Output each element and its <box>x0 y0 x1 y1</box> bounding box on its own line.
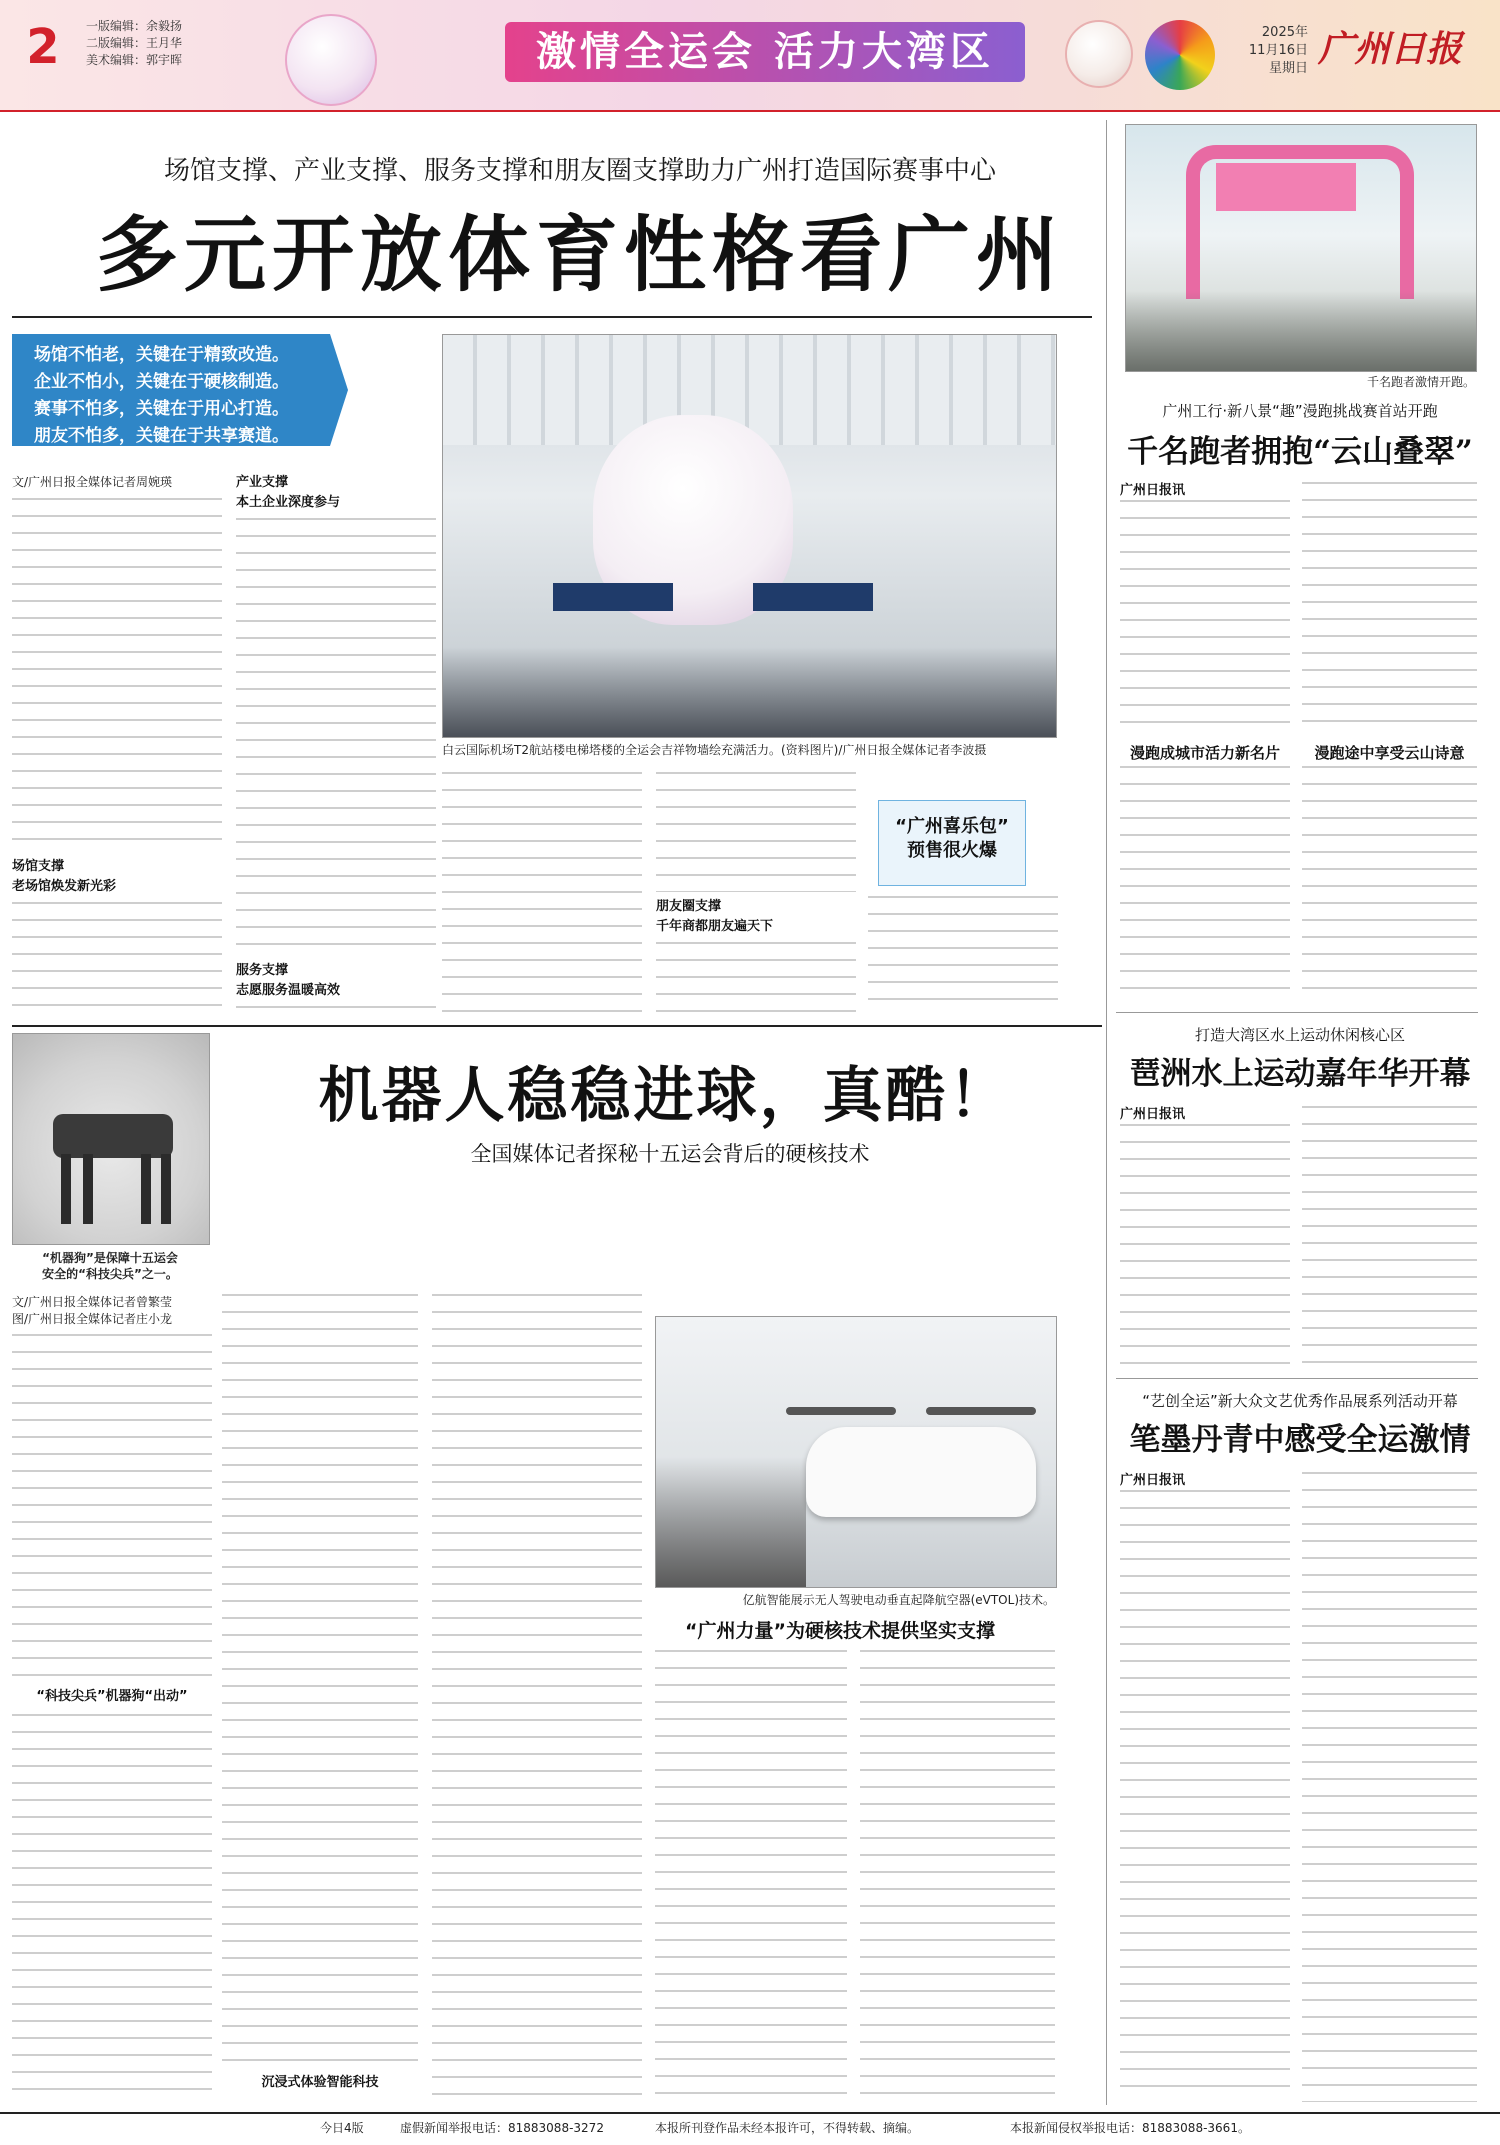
section-industry-sub: 本土企业深度参与 <box>236 495 341 510</box>
highlight-box <box>12 334 330 446</box>
article-column-text <box>236 1006 436 1015</box>
article-column-text <box>1302 482 1477 736</box>
mascot-illustration-small <box>1065 20 1133 88</box>
article-column-text <box>12 1334 212 1676</box>
robot-sub-immersive: 沉浸式体验智能科技 <box>261 2075 379 2090</box>
evtol-photo <box>655 1316 1057 1588</box>
footer-index: 今日4版 <box>320 2121 364 2135</box>
main-kicker: 场馆支撑、产业支撑、服务支撑和朋友圈支撑助力广州打造国际赛事中心 <box>163 156 996 186</box>
section-friends: 朋友圈支撑 <box>656 899 722 914</box>
run-sub-2: 漫跑途中享受云山诗意 <box>1314 744 1465 762</box>
art-kicker: “艺创全运”新大众文艺优秀作品展系列活动开幕 <box>1142 1392 1458 1410</box>
runners-photo-caption: 千名跑者激情开跑。 <box>1366 375 1475 389</box>
page-footer <box>0 2112 1500 2145</box>
article-column-text <box>1302 766 1477 1004</box>
xilebao-box-title-1: “广州喜乐包” <box>895 816 1009 837</box>
highlight-line-1: 场馆不怕老，关键在于精致改造。 <box>34 345 289 365</box>
section-venue-sub: 老场馆焕发新光彩 <box>12 879 117 894</box>
footer-tip-line: 虚假新闻举报电话：81883088-3272 <box>400 2121 604 2135</box>
footer-infringement: 本报新闻侵权举报电话：81883088-3661。 <box>1010 2121 1250 2135</box>
run-sub-1: 漫跑成城市活力新名片 <box>1129 744 1280 762</box>
article-column-text <box>1120 500 1290 736</box>
highlight-line-4: 朋友不怕多，关键在于共享赛道。 <box>34 426 289 446</box>
robot-byline-2: 图/广州日报全媒体记者庄小龙 <box>12 1312 173 1326</box>
article-column-text <box>1120 766 1290 1004</box>
section-service-sub: 志愿服务温暖高效 <box>236 983 341 998</box>
xilebao-box-title-2: 预售很火爆 <box>907 840 997 861</box>
article-column-text <box>1120 1124 1290 1368</box>
robot-photo-caption-2: 安全的“科技尖兵”之一。 <box>42 1267 178 1281</box>
editor-credit-3: 美术编辑：郭宇晖 <box>86 53 183 67</box>
article-column-text <box>868 896 1058 1015</box>
article-column-text <box>1302 1472 1477 2102</box>
section-rule <box>12 1025 1102 1027</box>
headline-rule <box>12 316 1092 318</box>
section-industry: 产业支撑 <box>236 475 289 490</box>
run-headline: 千名跑者拥抱“云山叠翠” <box>1127 434 1473 470</box>
article-column-text <box>656 942 856 1015</box>
games-emblem-icon <box>1145 20 1215 90</box>
highlight-line-2: 企业不怕小，关键在于硬核制造。 <box>34 372 289 392</box>
pazhou-dateline: 广州日报讯 <box>1120 1107 1186 1122</box>
evtol-photo-caption: 亿航智能展示无人驾驶电动垂直起降航空器(eVTOL)技术。 <box>742 1593 1055 1607</box>
airport-photo-caption: 白云国际机场T2航站楼电梯塔楼的全运会吉祥物墙绘充满活力。(资料图片)/广州日报全媒体记者李波摄 <box>442 743 987 757</box>
article-column-text <box>432 1294 642 2104</box>
article-column-text <box>860 1650 1055 2104</box>
art-dateline: 广州日报讯 <box>1120 1473 1186 1488</box>
editor-credit-2: 二版编辑：王月华 <box>86 36 183 50</box>
issue-date <box>1228 24 1308 78</box>
article-column-text <box>222 1294 418 2066</box>
xilebao-box <box>878 800 1026 886</box>
robot-kicker: 全国媒体记者探秘十五运会背后的硬核技术 <box>470 1142 870 1166</box>
runners-photo <box>1125 124 1477 372</box>
issue-date-weekday: 星期日 <box>1268 61 1308 76</box>
mascot-illustration <box>285 14 377 106</box>
highlight-line-3: 赛事不怕多，关键在于用心打造。 <box>34 399 289 419</box>
section-divider <box>1116 1012 1478 1013</box>
power-heading: “广州力量”为硬核技术提供坚实支撑 <box>685 1620 995 1642</box>
section-banner: 激情全运会 活力大湾区 <box>505 22 1025 82</box>
robot-sub-dog: “科技尖兵”机器狗“出动” <box>36 1689 188 1704</box>
robot-dog-photo <box>12 1033 210 1245</box>
highlight-box-arrow <box>330 334 348 446</box>
main-headline: 多元开放体育性格看广州 <box>95 207 1064 303</box>
article-column-text <box>655 1650 847 2104</box>
pazhou-headline: 琶洲水上运动嘉年华开幕 <box>1129 1056 1471 1092</box>
footer-copyright: 本报所刊登作品未经本报许可，不得转载、摘编。 <box>655 2121 920 2135</box>
article-column-text <box>1302 1106 1477 1368</box>
article-column-text <box>12 1714 212 2104</box>
main-byline: 文/广州日报全媒体记者周婉瑛 <box>12 475 173 489</box>
article-column-text <box>12 498 222 848</box>
article-column-text <box>12 902 222 1015</box>
newspaper-masthead: 广州日报 <box>1318 28 1463 70</box>
robot-byline-1: 文/广州日报全媒体记者曾繁莹 <box>12 1295 173 1309</box>
pazhou-kicker: 打造大湾区水上运动休闲核心区 <box>1194 1026 1405 1044</box>
section-divider <box>1116 1378 1478 1379</box>
section-friends-sub: 千年商都朋友遍天下 <box>656 919 774 934</box>
issue-date-year: 2025年 <box>1261 25 1308 40</box>
section-service: 服务支撑 <box>236 963 289 978</box>
article-column-text <box>1120 1490 1290 2102</box>
art-headline: 笔墨丹青中感受全运激情 <box>1129 1422 1471 1458</box>
article-column-text <box>442 772 642 1015</box>
editor-credits <box>86 18 182 69</box>
section-venue: 场馆支撑 <box>12 859 65 874</box>
column-divider <box>1106 120 1107 2105</box>
run-kicker: 广州工行·新八景“趣”漫跑挑战赛首站开跑 <box>1162 402 1438 420</box>
editor-credit-1: 一版编辑：余毅扬 <box>86 19 183 33</box>
issue-date-day: 11月16日 <box>1248 43 1308 58</box>
robot-photo-caption-1: “机器狗”是保障十五运会 <box>42 1251 178 1265</box>
robot-headline: 机器人稳稳进球，真酷！ <box>318 1061 1012 1131</box>
page-number: 2 <box>26 19 60 75</box>
airport-mascot-photo <box>442 334 1057 738</box>
article-column-text <box>656 772 856 892</box>
run-dateline: 广州日报讯 <box>1120 483 1186 498</box>
article-column-text <box>236 518 436 956</box>
